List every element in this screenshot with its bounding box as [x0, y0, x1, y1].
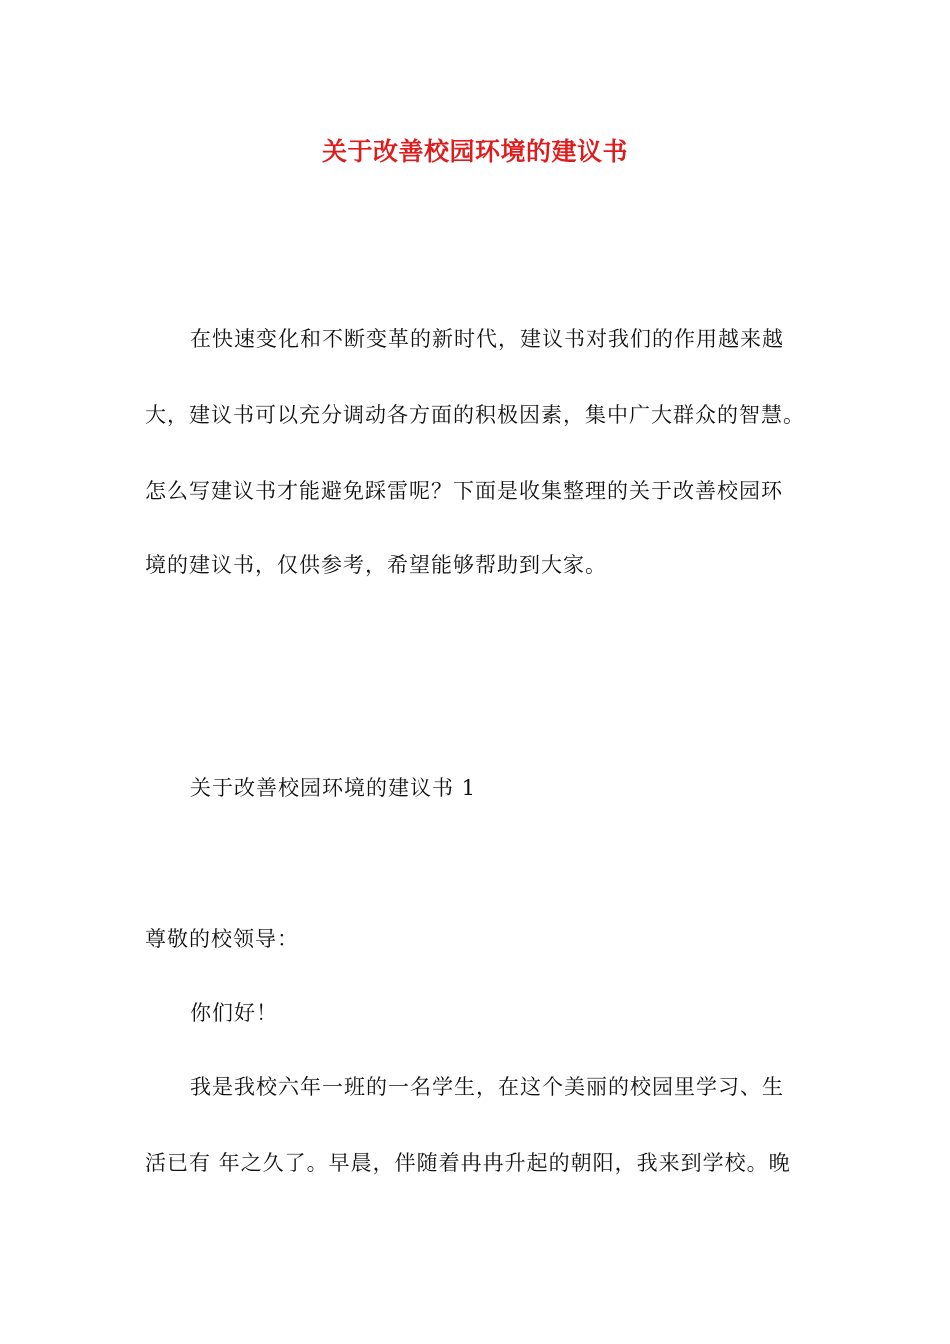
intro-line-2: 大，建议书可以充分调动各方面的积极因素，集中广大群众的智慧。 — [145, 403, 805, 427]
greeting: 你们好！ — [190, 1001, 278, 1025]
intro-line-4: 境的建议书，仅供参考，希望能够帮助到大家。 — [145, 553, 607, 577]
intro-line-1: 在快速变化和不断变革的新时代，建议书对我们的作用越来越 — [190, 327, 784, 351]
body-line-2: 活已有 年之久了。早晨，伴随着冉冉升起的朝阳，我来到学校。晚 — [145, 1151, 791, 1175]
salutation: 尊敬的校领导： — [145, 927, 299, 951]
document-title: 关于改善校园环境的建议书 — [321, 137, 628, 166]
body-line-1: 我是我校六年一班的一名学生，在这个美丽的校园里学习、生 — [190, 1075, 784, 1099]
section-heading: 关于改善校园环境的建议书 1 — [190, 776, 477, 800]
intro-line-3: 怎么写建议书才能避免踩雷呢？下面是收集整理的关于改善校园环 — [145, 479, 783, 503]
